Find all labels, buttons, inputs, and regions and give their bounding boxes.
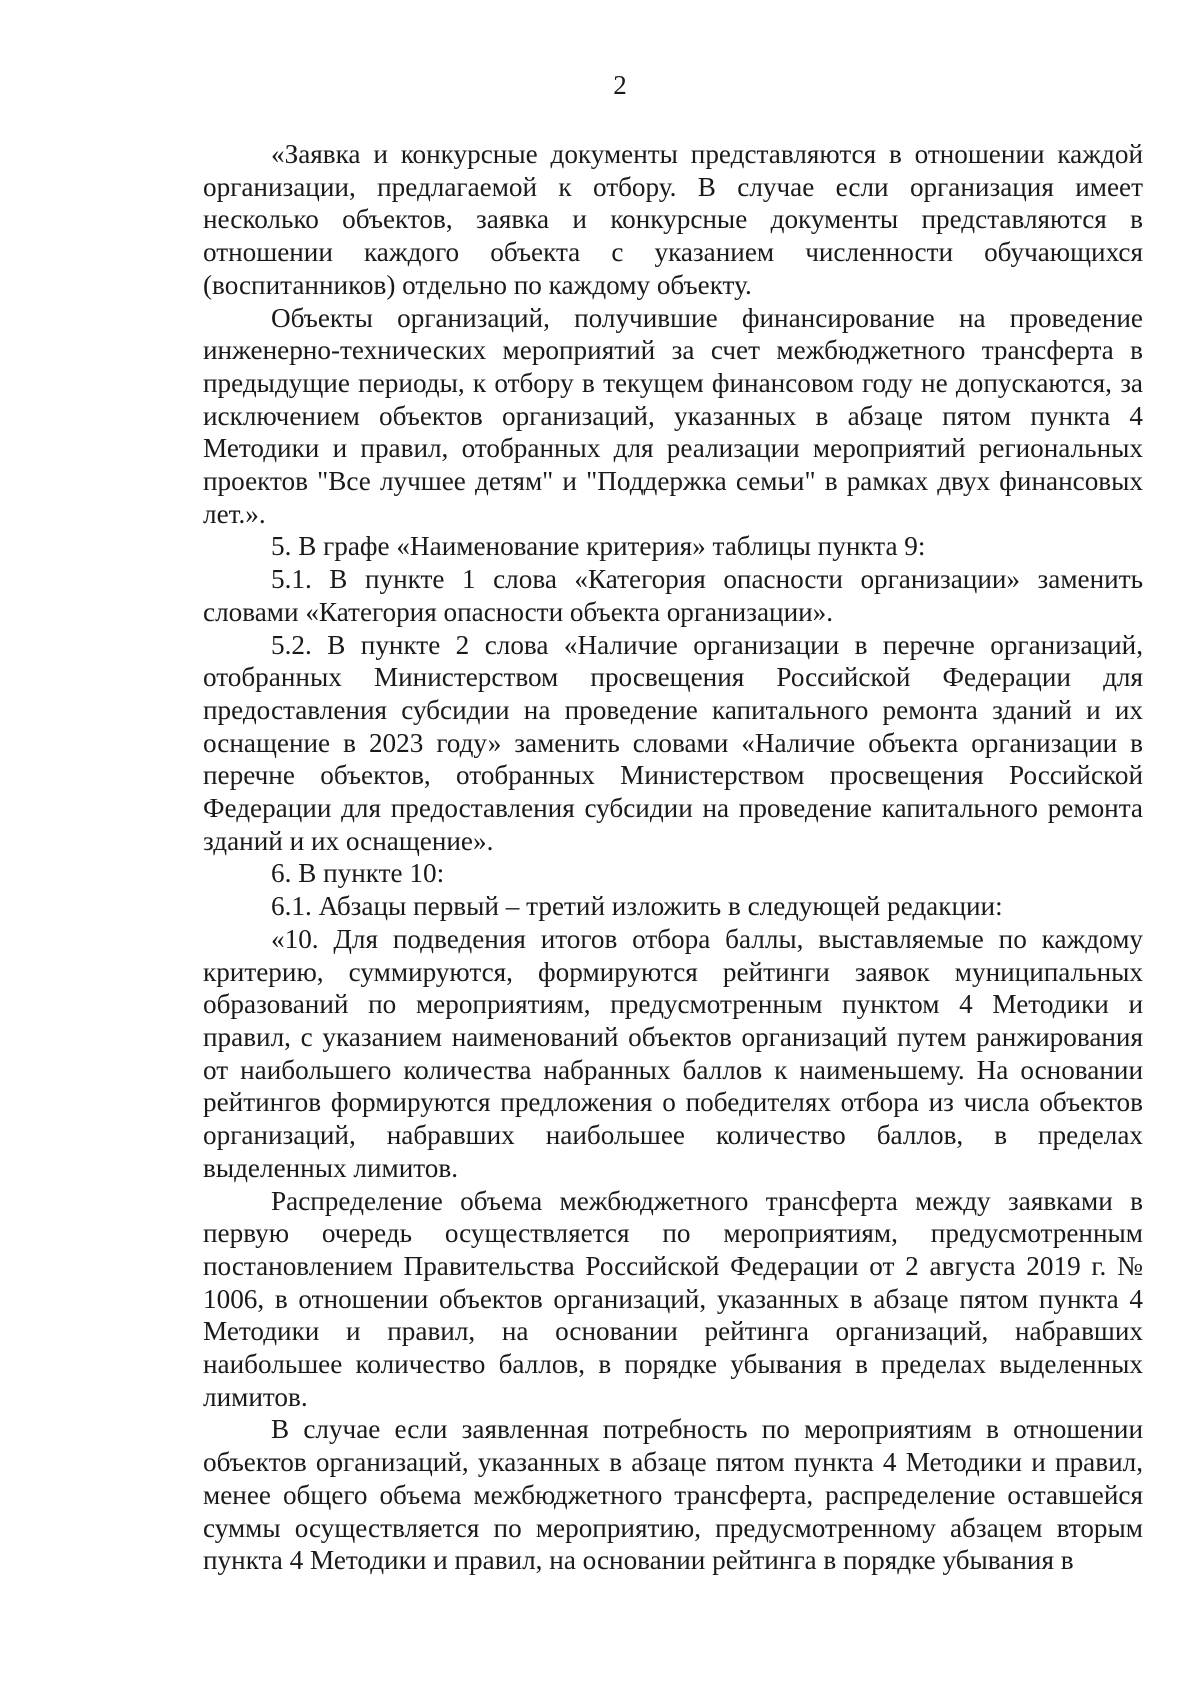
paragraph: «Заявка и конкурсные документы представляются в отношении каждой организации, предлагаемой к отбору. В случае если организация имеет несколько объектов, заявка и конкурсные документы представляются в отношении каждого объекта с указанием численности обучающихся (воспитанников) отдельно по каждому объекту.	[203, 139, 1143, 300]
paragraph: 6. В пункте 10:	[271, 858, 445, 889]
paragraph: Распределение объема межбюджетного трансферта между заявками в первую очередь осуществляется по мероприятиям, предусмотренным постановлением Правительства Российской Федерации от 2 августа 2019 г. № 1006, в отношении объектов организаций, указанных в абзаце пятом пункта 4 Методики и правил, на основании рейтинга организаций, набравших наибольшее количество баллов, в порядке убывания в пределах выделенных лимитов.	[203, 1185, 1143, 1412]
paragraph: В случае если заявленная потребность по мероприятиям в отношении объектов организаций, указанных в абзаце пятом пункта 4 Методики и правил, менее общего объема межбюджетного трансферта, распределение оставшейся суммы осуществляется по мероприятию, предусмотренному абзацем вторым пункта 4 Методики и правил, на основании рейтинга в порядке убывания в	[203, 1414, 1143, 1576]
page-number: 2	[613, 70, 627, 100]
paragraph: 5.2. В пункте 2 слова «Наличие организации в перечне организаций, отобранных Министерством просвещения Российской Федерации для предоставления субсидии на проведение капитального ремонта зданий и их оснащение в 2023 году» заменить словами «Наличие объекта организации в перечне объектов, отобранных Министерством просвещения Российской Федерации для предоставления субсидии на проведение капитального ремонта зданий и их оснащение».	[203, 629, 1143, 856]
paragraph: 5. В графе «Наименование критерия» таблицы пункта 9:	[271, 531, 926, 562]
paragraph: Объекты организаций, получившие финансирование на проведение инженерно-технических мероприятий за счет межбюджетного трансферта в предыдущие периоды, к отбору в текущем финансовом году не допускаются, за исключением объектов организаций, указанных в абзаце пятом пункта 4 Методики и правил, отобранных для реализации мероприятий региональных проектов "Все лучшее детям" и "Поддержка семьи" в рамках двух финансовых лет.».	[203, 302, 1143, 529]
paragraph: 5.1. В пункте 1 слова «Категория опасности организации» заменить словами «Категория опасности объекта организации».	[203, 564, 1143, 627]
paragraph: «10. Для подведения итогов отбора баллы, выставляемые по каждому критерию, суммируются, формируются рейтинги заявок муниципальных образований по мероприятиям, предусмотренным пунктом 4 Методики и правил, с указанием наименований объектов организаций путем ранжирования от наибольшего количества набранных баллов к наименьшему. На основании рейтингов формируются предложения о победителях отбора из числа объектов организаций, набравших наибольшее количество баллов, в пределах выделенных лимитов.	[203, 923, 1143, 1183]
paragraph: 6.1. Абзацы первый – третий изложить в следующей редакции:	[271, 891, 1003, 922]
document-body	[203, 138, 1143, 1577]
